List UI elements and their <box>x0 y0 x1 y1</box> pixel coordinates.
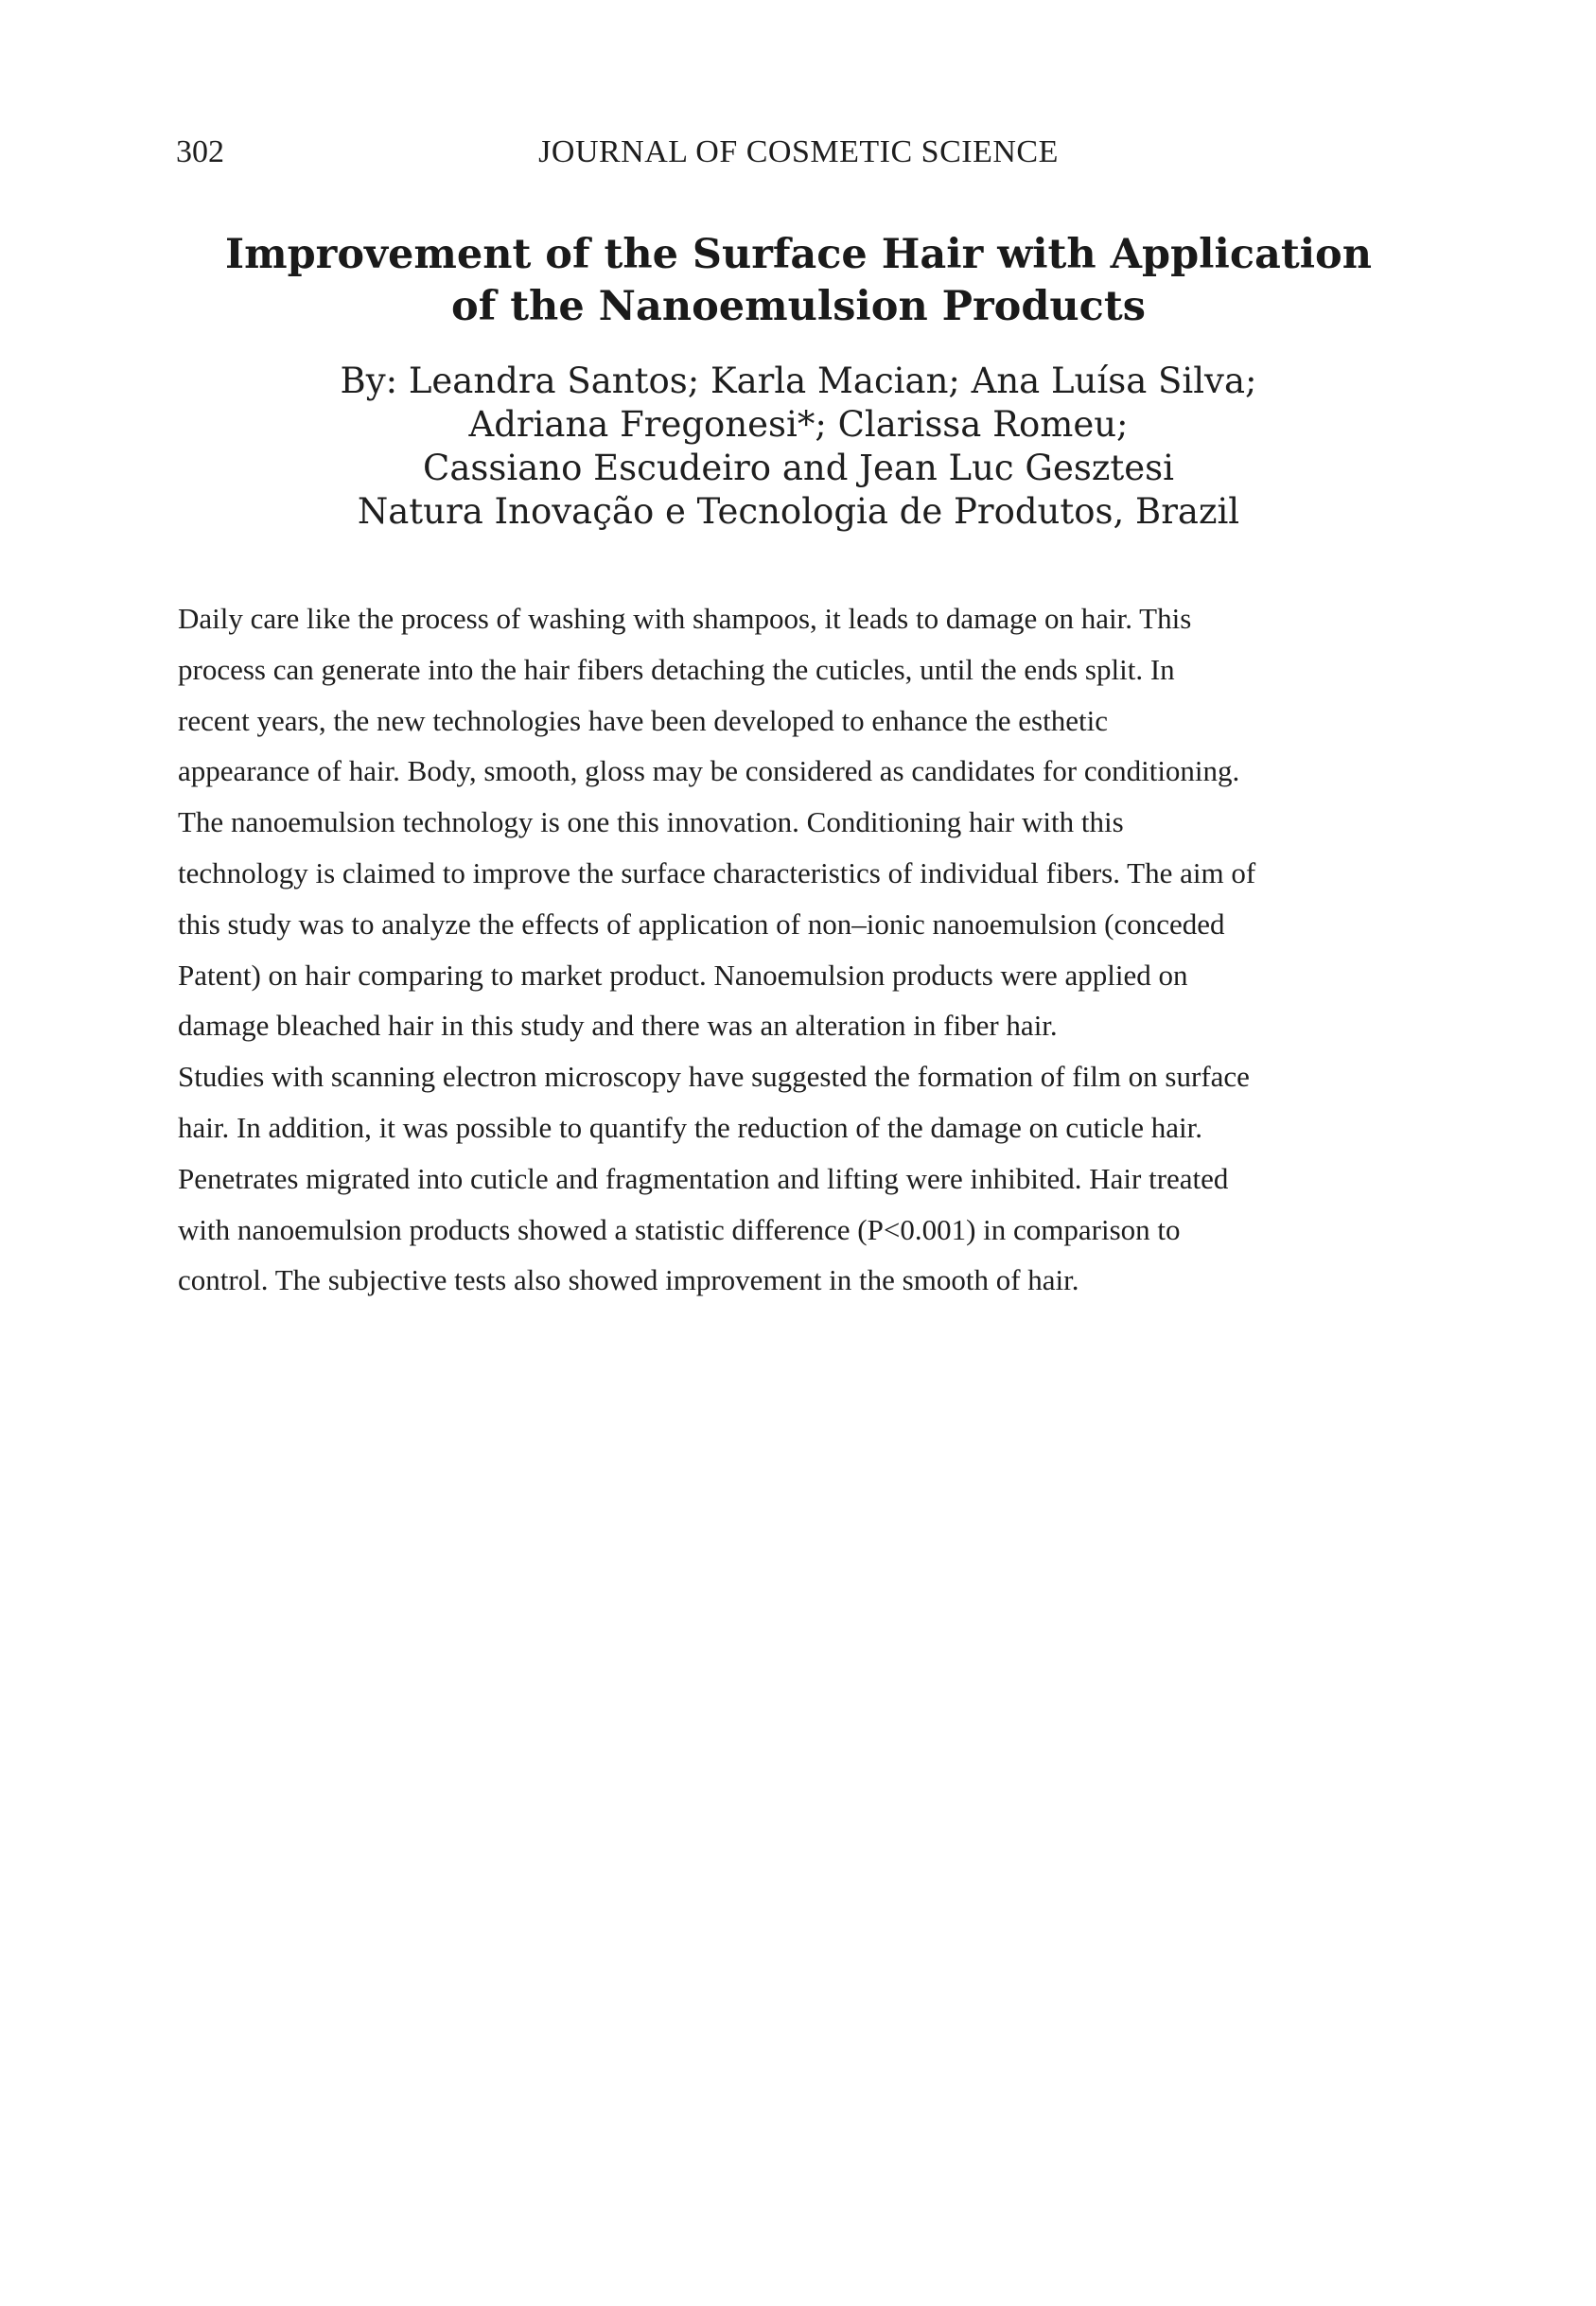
page-number: 302 <box>176 134 224 169</box>
article-title <box>176 229 1421 333</box>
abstract-line: Daily care like the process of washing with shampoos, it leads to damage on hair. This <box>178 602 1192 635</box>
abstract-line: technology is claimed to improve the surface characteristics of individual fibers. The aim of <box>178 855 1256 889</box>
abstract-paragraph <box>178 1051 1422 1306</box>
title-line: of the Nanoemulsion Products <box>451 283 1146 330</box>
abstract-line: control. The subjective tests also showed improvement in the smooth of hair. <box>178 1263 1079 1297</box>
byline-affiliation: Natura Inovação e Tecnologia de Produtos, Brazil <box>357 491 1240 532</box>
abstract-line: damage bleached hair in this study and there was an alteration in fiber hair. <box>178 1009 1058 1043</box>
byline <box>176 360 1421 534</box>
title-line: Improvement of the Surface Hair with Application <box>225 231 1372 278</box>
byline-authors-line: Adriana Fregonesi*; Clarissa Romeu; <box>468 404 1129 445</box>
abstract-line: appearance of hair. Body, smooth, gloss may be considered as candidates for conditioning. <box>178 754 1240 788</box>
abstract-line: recent years, the new technologies have been developed to enhance the esthetic <box>178 703 1108 737</box>
abstract-line: Penetrates migrated into cuticle and fragmentation and lifting were inhibited. Hair treated <box>178 1161 1229 1195</box>
abstract-line: with nanoemulsion products showed a statistic difference (P<0.001) in comparison to <box>178 1212 1181 1246</box>
abstract-line: hair. In addition, it was possible to quantify the reduction of the damage on cuticle hair. <box>178 1110 1203 1144</box>
abstract-paragraph <box>178 593 1422 1051</box>
abstract-line: this study was to analyze the effects of application of non–ionic nanoemulsion (conceded <box>178 907 1225 941</box>
title-block <box>176 229 1421 534</box>
abstract-line: The nanoemulsion technology is one this innovation. Conditioning hair with this <box>178 805 1124 839</box>
abstract-line: Studies with scanning electron microscopy have suggested the formation of film on surface <box>178 1060 1250 1094</box>
abstract-line: Patent) on hair comparing to market product. Nanoemulsion products were applied on <box>178 958 1188 992</box>
journal-title: JOURNAL OF COSMETIC SCIENCE <box>538 134 1059 169</box>
abstract-line: process can generate into the hair fibers detaching the cuticles, until the ends split. In <box>178 652 1175 686</box>
byline-authors-line: Cassiano Escudeiro and Jean Luc Gesztesi <box>423 448 1174 488</box>
abstract <box>178 593 1422 1306</box>
running-head <box>176 131 1421 174</box>
byline-authors-line: By: Leandra Santos; Karla Macian; Ana Luísa Silva; <box>340 361 1257 401</box>
